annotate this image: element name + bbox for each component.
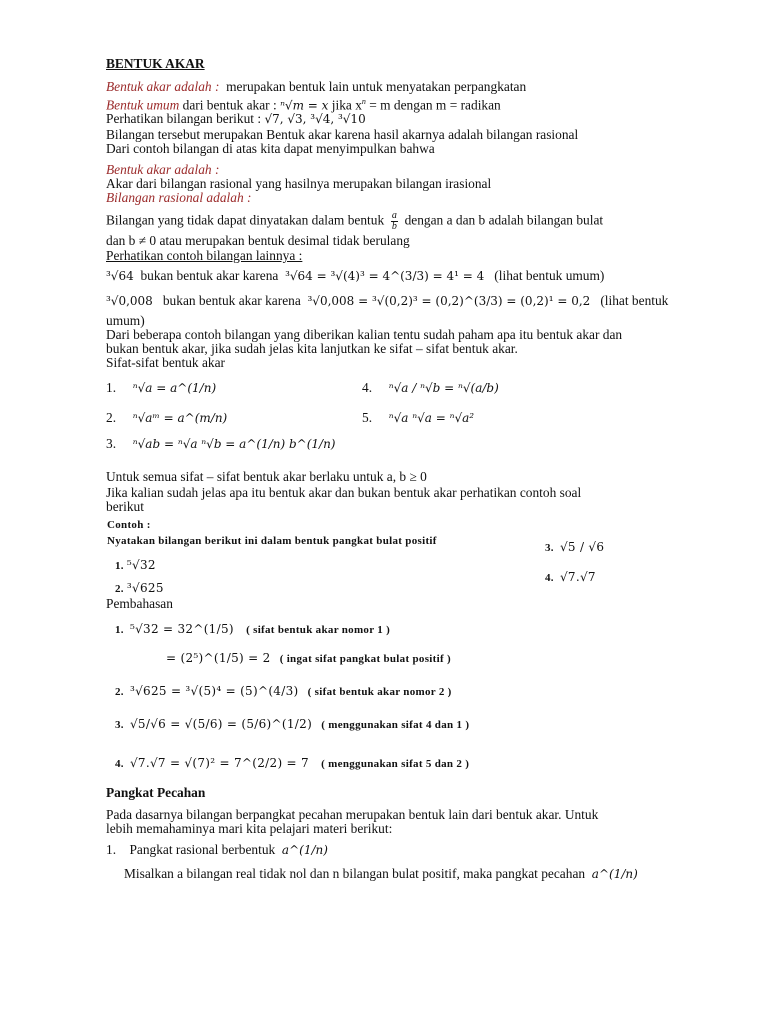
rational-definition-line <box>106 211 603 232</box>
paragraph-line: Dari contoh bilangan di atas kita dapat menyimpulkan bahwa <box>106 141 435 156</box>
example-label: Contoh : <box>107 519 151 531</box>
list-formula: a^(1/n) <box>281 843 328 857</box>
property-formula: ⁿ√a / ⁿ√b = ⁿ√(a/b) <box>388 381 499 395</box>
example-calculation: ³√0,008 = ³√(0,2)³ = (0,2)^(3/3) = (0,2)¹ = 0,2 <box>307 294 591 308</box>
solution-note: ( sifat bentuk akar nomor 2 ) <box>307 686 452 698</box>
solution-calculation: √7.√7 = √(7)² = 7^(2/2) = 7 <box>129 756 309 770</box>
example-item-expr: ⁵√32 <box>126 558 156 572</box>
solution-number: 2. <box>115 686 124 698</box>
paragraph-line: Untuk semua sifat – sifat bentuk akar berlaku untuk a, b ≥ 0 <box>106 469 427 484</box>
list-text: Pangkat rasional berbentuk <box>129 842 276 857</box>
example-item-number: 3. <box>545 542 554 554</box>
paragraph-line: Jika kalian sudah jelas apa itu bentuk akar dan bukan bentuk akar perhatikan contoh soal <box>106 485 582 500</box>
paragraph-line: Dari beberapa contoh bilangan yang diberikan kalian tentu sudah paham apa itu bentuk akar dan <box>106 327 623 342</box>
example-item-expr: √5 / √6 <box>559 540 605 554</box>
property-number: 2. <box>106 410 117 425</box>
example-line-1 <box>106 268 604 284</box>
example-text: bukan bentuk akar karena <box>140 268 279 283</box>
solution-step <box>115 756 469 772</box>
property-item <box>106 380 216 396</box>
example-line-2 <box>106 293 668 309</box>
example-note: (lihat bentuk <box>600 293 669 308</box>
property-formula: ⁿ√ab = ⁿ√a ⁿ√b = a^(1/n) b^(1/n) <box>132 437 336 451</box>
example-instruction: Nyatakan bilangan berikut ini dalam bentuk pangkat bulat positif <box>107 535 437 547</box>
notice-formula: √7, √3, ³√4, ³√10 <box>264 112 366 126</box>
property-number: 3. <box>106 436 117 451</box>
paragraph-line: berikut <box>106 499 144 514</box>
list-description <box>124 866 638 882</box>
paragraph-line: Pada dasarnya bilangan berpangkat pecahan merupakan bentuk lain dari bentuk akar. Untuk <box>106 807 599 822</box>
definition-line-1 <box>106 79 526 94</box>
solution-step <box>115 684 452 700</box>
solution-step <box>115 717 469 733</box>
solution-number: 1. <box>115 624 124 636</box>
solution-note: ( sifat bentuk akar nomor 1 ) <box>246 624 391 636</box>
definition-label-2: Bentuk akar adalah : <box>106 162 220 177</box>
example-note-continued: umum) <box>106 313 145 328</box>
property-item <box>362 410 474 426</box>
general-form-formula: ⁿ√m = x <box>280 98 329 113</box>
notice-line <box>106 111 366 127</box>
general-form-exponent: n <box>361 97 366 106</box>
list-description-text: Misalkan a bilangan real tidak nol dan n bilangan bulat positif, maka pangkat pecahan <box>124 866 586 881</box>
solution-calculation: ⁵√32 = 32^(1/5) <box>129 622 234 636</box>
solution-calculation: √5/√6 = √(5/6) = (5/6)^(1/2) <box>129 717 313 731</box>
general-form-rest1: jika x <box>331 97 362 113</box>
page-title: BENTUK AKAR <box>106 56 205 71</box>
solution-note: ( menggunakan sifat 5 dan 2 ) <box>321 758 470 770</box>
general-form-text: dari bentuk akar : <box>182 97 277 113</box>
definition-label: Bentuk akar adalah : <box>106 79 220 94</box>
example-item-number: 1. <box>115 560 124 572</box>
section-heading: Pangkat Pecahan <box>106 785 206 800</box>
general-form-rest2: = m dengan m = radikan <box>369 97 501 113</box>
paragraph-line: bukan bentuk akar, jika sudah jelas kita lanjutkan ke sifat – sifat bentuk akar. <box>106 341 518 356</box>
property-number: 1. <box>106 380 117 395</box>
example-root: ³√0,008 <box>106 294 153 308</box>
property-formula: ⁿ√a = a^(1/n) <box>132 381 217 395</box>
fraction-a-over-b: $\frac{a}{b}$ <box>391 210 397 232</box>
other-examples-heading: Perhatikan contoh bilangan lainnya : <box>106 248 303 263</box>
notice-text: Perhatikan bilangan berikut : <box>106 111 262 126</box>
list-number: 1. <box>106 842 117 857</box>
property-item <box>106 410 227 426</box>
example-item-expr: √7.√7 <box>559 570 596 584</box>
example-item <box>545 570 596 586</box>
example-text: bukan bentuk akar karena <box>162 293 301 308</box>
list-item <box>106 842 328 858</box>
property-number: 4. <box>362 380 373 395</box>
rational-text-1: Bilangan yang tidak dapat dinyatakan dalam bentuk <box>106 212 385 228</box>
property-formula: ⁿ√a ⁿ√a = ⁿ√a² <box>388 411 475 425</box>
property-formula: ⁿ√aᵐ = a^(m/n) <box>132 411 228 425</box>
example-item-number: 4. <box>545 572 554 584</box>
properties-heading: Sifat-sifat bentuk akar <box>106 355 225 370</box>
property-item <box>362 380 499 396</box>
rational-definition-line-3: dan b ≠ 0 atau merupakan bentuk desimal tidak berulang <box>106 233 410 248</box>
solution-calculation: ³√625 = ³√(5)⁴ = (5)^(4/3) <box>129 684 299 698</box>
property-item <box>106 436 335 452</box>
example-calculation: ³√64 = ³√(4)³ = 4^(3/3) = 4¹ = 4 <box>285 269 485 283</box>
example-item <box>115 558 156 574</box>
solution-step <box>166 651 451 667</box>
example-root: ³√64 <box>106 269 134 283</box>
solution-number: 4. <box>115 758 124 770</box>
example-item-number: 2. <box>115 583 124 595</box>
paragraph-line: Bilangan tersebut merupakan Bentuk akar karena hasil akarnya adalah bilangan rasional <box>106 127 579 142</box>
definition-text: merupakan bentuk lain untuk menyatakan perpangkatan <box>226 79 527 94</box>
example-item <box>115 581 164 597</box>
solution-calculation: = (2⁵)^(1/5) = 2 <box>166 651 271 665</box>
paragraph-line: lebih memahaminya mari kita pelajari materi berikut: <box>106 821 393 836</box>
rational-text-2: dengan a dan b adalah bilangan bulat <box>404 212 604 228</box>
list-description-formula: a^(1/n) <box>591 867 638 881</box>
solution-number: 3. <box>115 719 124 731</box>
solution-note: ( ingat sifat pangkat bulat positif ) <box>279 653 451 665</box>
example-note: (lihat bentuk umum) <box>494 268 605 283</box>
property-number: 5. <box>362 410 373 425</box>
solution-heading: Pembahasan <box>106 596 173 611</box>
solution-step <box>115 622 390 638</box>
definition-text-2: Akar dari bilangan rasional yang hasilnya merupakan bilangan irasional <box>106 176 492 191</box>
rational-definition-label: Bilangan rasional adalah : <box>106 190 252 205</box>
example-item <box>545 540 604 556</box>
solution-note: ( menggunakan sifat 4 dan 1 ) <box>321 719 470 731</box>
general-form-label: Bentuk umum <box>106 97 180 113</box>
example-item-expr: ³√625 <box>126 581 164 595</box>
